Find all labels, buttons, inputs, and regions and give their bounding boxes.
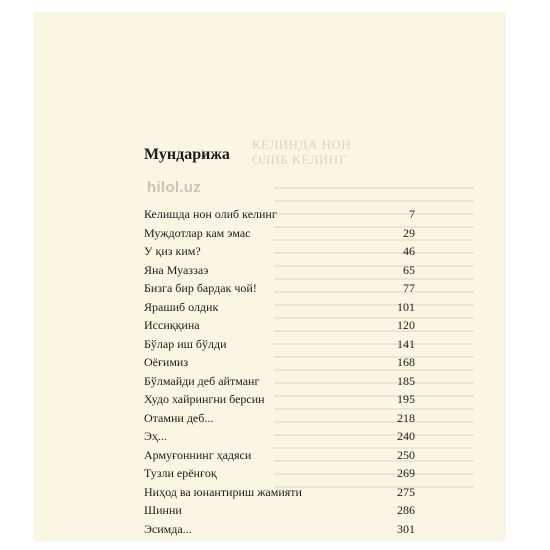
toc-title: Худо хайрингни берсин: [144, 392, 265, 406]
toc-page-number: 29: [403, 225, 415, 240]
site-watermark: hilol.uz: [147, 179, 202, 196]
toc-title: Яна Муаззаэ: [144, 262, 209, 277]
toc-row: [144, 392, 415, 411]
toc-title: Оёғимиз: [144, 355, 189, 369]
toc-page-number: 77: [403, 281, 415, 295]
toc-title: Келишда нон олиб келинг: [144, 207, 277, 221]
show-through-line: КЕЛИНДА НОН: [252, 137, 352, 152]
toc-row: [144, 337, 415, 356]
toc-page-number: 301: [397, 521, 415, 536]
toc-row: [144, 318, 415, 337]
toc-page-number: 7: [409, 207, 415, 221]
toc-row: [144, 522, 415, 541]
toc-page-number: 141: [397, 336, 415, 351]
toc-row: [144, 281, 415, 300]
show-through-text: [252, 137, 351, 167]
toc-row: [144, 226, 415, 245]
toc-title: Эсимда...: [144, 521, 192, 536]
toc-title: Иссиққина: [144, 318, 200, 332]
toc-title: Тузли ерёнғоқ: [144, 466, 217, 480]
show-through-line: ОЛИБ КЕЛИНГ: [252, 152, 347, 167]
toc-title: Ниҳод ва юнантириш жамияти: [144, 484, 302, 499]
toc-row: [144, 466, 415, 485]
toc-title: Муждотлар кам эмас: [144, 225, 251, 240]
toc-row: [144, 448, 415, 467]
toc-page-number: 275: [397, 484, 415, 499]
toc-title: У қиз ким?: [144, 244, 201, 258]
toc-page-number: 269: [397, 466, 415, 480]
page-title: Мундарижа: [144, 146, 230, 163]
toc-title: Бўлмайди деб айтманг: [144, 373, 260, 388]
toc-title: Бизга бир бардак чой!: [144, 281, 257, 295]
toc-page-number: 286: [397, 503, 415, 517]
toc-row: [144, 429, 415, 448]
toc-page-number: 250: [397, 447, 415, 462]
toc-page-number: 120: [397, 318, 415, 332]
toc-page-number: 65: [403, 262, 415, 277]
toc-row: [144, 411, 415, 430]
toc-row: [144, 207, 415, 226]
table-of-contents: [144, 207, 415, 540]
toc-row: [144, 485, 415, 504]
toc-page-number: 46: [403, 244, 415, 258]
toc-row: [144, 374, 415, 393]
toc-page-number: 240: [397, 429, 415, 443]
toc-page-number: 185: [397, 373, 415, 388]
toc-row: [144, 355, 415, 374]
toc-row: [144, 503, 415, 522]
toc-row: [144, 244, 415, 263]
toc-row: [144, 300, 415, 319]
toc-title: Бўлар иш бўлди: [144, 336, 227, 351]
toc-row: [144, 263, 415, 282]
toc-page-number: 168: [397, 355, 415, 369]
toc-title: Армуғоннинг ҳадяси: [144, 447, 252, 462]
toc-title: Отамни деб...: [144, 410, 214, 425]
toc-page-number: 101: [397, 299, 415, 314]
toc-page-number: 195: [397, 392, 415, 406]
toc-page-number: 218: [397, 410, 415, 425]
toc-title: Шинни: [144, 503, 182, 517]
toc-title: Эҳ...: [144, 429, 167, 443]
toc-title: Ярашиб олдик: [144, 299, 219, 314]
